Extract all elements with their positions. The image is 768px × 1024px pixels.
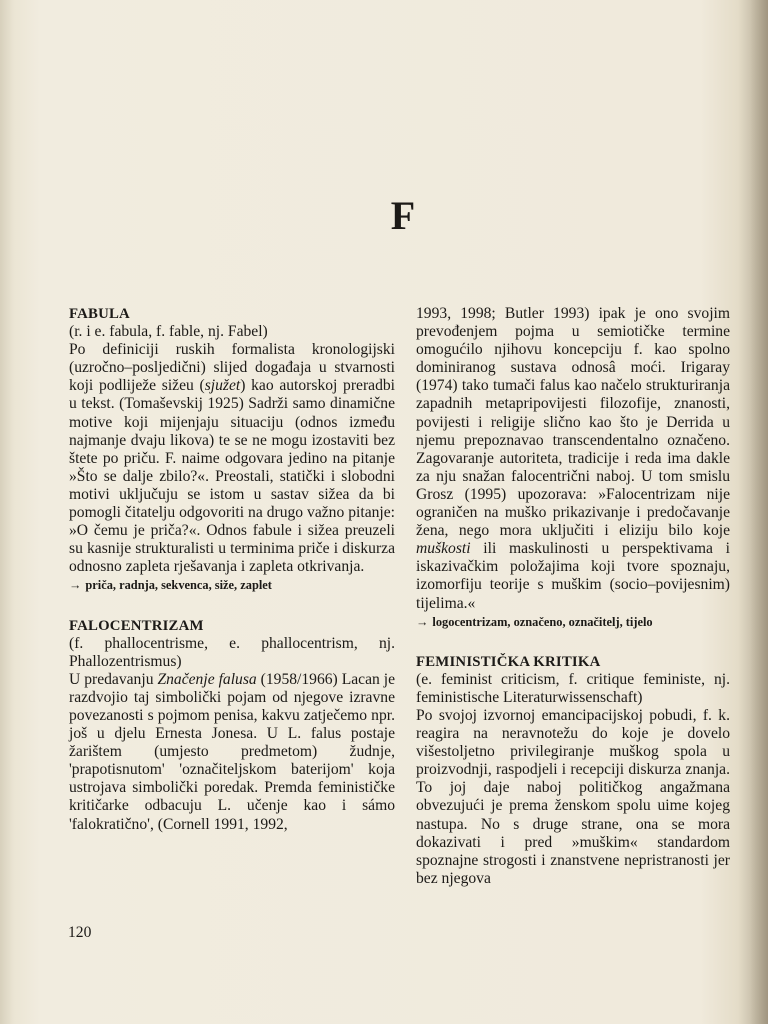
entry-text-italic: muškosti [416, 540, 471, 558]
entry-gap [69, 595, 395, 617]
see-also-terms[interactable]: priča, radnja, sekvenca, siže, zaplet [85, 578, 272, 593]
entry-text [69, 671, 395, 834]
entry-falocentrizam-continued [416, 305, 730, 631]
entry-text [69, 341, 395, 576]
entry-text-italic: sjužet [204, 377, 241, 395]
entry-heading: FABULA [69, 306, 130, 322]
right-column [416, 305, 730, 888]
entry-fabula [69, 305, 395, 595]
arrow-right-icon: → [69, 578, 82, 593]
entry-text [416, 305, 730, 613]
arrow-right-icon: → [416, 614, 429, 629]
book-spine-shadow [750, 0, 768, 1024]
entry-text-italic: Značenje falusa [157, 670, 257, 688]
entry-text-part: U predavanju [69, 670, 158, 688]
entry-text-part: 1993, 1998; Butler 1993) ipak je ono svojim prevođenjem pojma u semiotičke termine omogućilo njihovu koncepciju f. kao spolno dominiranog sustava odnosâ moći. Irigaray (1974) tako tumači falus kao načelo strukturiranja zapadnih metapripovijesti filozofije, znanosti, povijesti i religije slično kao što je Derrida u njemu prepoznavao transcendentalno označeno. Zagovaranje autoriteta, tradicije i reda ima dakle za nju snažan falocentrični naboj. U tom smislu Grosz (1995) upozorava: »Falocentrizam nije ograničen na muško prikazivanje i predočavanje žena, nego mora uključiti i eliziju bilo koje [416, 305, 730, 540]
entry-heading: FALOCENTRIZAM [69, 617, 204, 634]
entry-text: Po svojoj izvornoj emancipacijskoj pobudi, f. k. reagira na neravnotežu do koje je dovelo višestoljetno privilegiranje muškog spola u proizvodnji, raspodjeli i recepciji diskurza znanja. To joj daje naboj političkog angažmana obvezujući je prema ženskom spolu uime kojeg nastupa. No s druge strane, ona se mora dokazivati i pred »muškim« standardom spoznajne strogosti i znanstvene nepristranosti jer bez njegova [416, 706, 730, 887]
page-number: 120 [68, 924, 92, 941]
see-also [416, 613, 730, 631]
see-also [69, 576, 395, 594]
chapter-letter: F [390, 193, 416, 238]
entry-gap [416, 631, 730, 653]
entry-text-part: (1958/1966) Lacan je razdvojio taj simbolički pojam od njegove izravne povezanosti s pojmom penisa, kakvu zatječemo npr. još u djelu Ernesta Jonesa. U L. falus postaje žarištem (umjesto predmetom) žudnje, 'prapotisnutom' 'označiteljskom baterijom' koja ustrojava simbolički poredak. Premda feminističke kritičarke odbacuju L. učenje kao i sámo 'falokratično', (Cornell 1991, 1992, [69, 670, 395, 833]
entry-etymology: (r. i e. fabula, f. fable, nj. Fabel) [69, 323, 268, 341]
entry-feministicka-kritika [416, 653, 730, 888]
entry-text-part: ili maskulinosti u perspektivama i iskazivačkim položajima koji tvore spoznaju, izomorfiju teorije s muškim (socio–povijesnim) tijelima.« [416, 540, 730, 612]
entry-text-part: ) kao autorskoj preradbi u tekst. (Tomaševskij 1925) Sadrži samo dinamične motive koji mijenjaju situaciju (odnos između najmanje dvaju likova) te se ne mogu izostaviti bez štete po priču. F. naime odgovara jedino na pitanje »Što se dalje zbilo?«. Preostali, statički i slobodni motivi uključuju se istom u sastav sižea da bi pomogli čitatelju odgovoriti na drugo važno pitanje: »O čemu je priča?«. Odnos fabule i sižea preuzeli su kasnije strukturalisti u terminima priče i diskurza odnosno zapleta rješavanja i zapleta otkrivanja. [69, 377, 396, 576]
entry-heading: FEMINISTIČKA KRITIKA [416, 653, 601, 670]
left-column [69, 305, 395, 834]
entry-etymology: (f. phallocentrisme, e. phallocentrism, nj. Phallozentrismus) [69, 634, 395, 670]
entry-falocentrizam [69, 617, 395, 834]
entry-text-part: Po definiciji ruskih formalista kronologijski (uzročno–posljedični) slijed događaja u stvarnosti koji podliježe sižeu ( [69, 341, 395, 395]
entry-etymology: (e. feminist criticism, f. critique feministe, nj. feministische Literaturwissenschaft) [416, 670, 730, 706]
see-also-terms[interactable]: logocentrizam, označeno, označitelj, tijelo [432, 614, 653, 629]
